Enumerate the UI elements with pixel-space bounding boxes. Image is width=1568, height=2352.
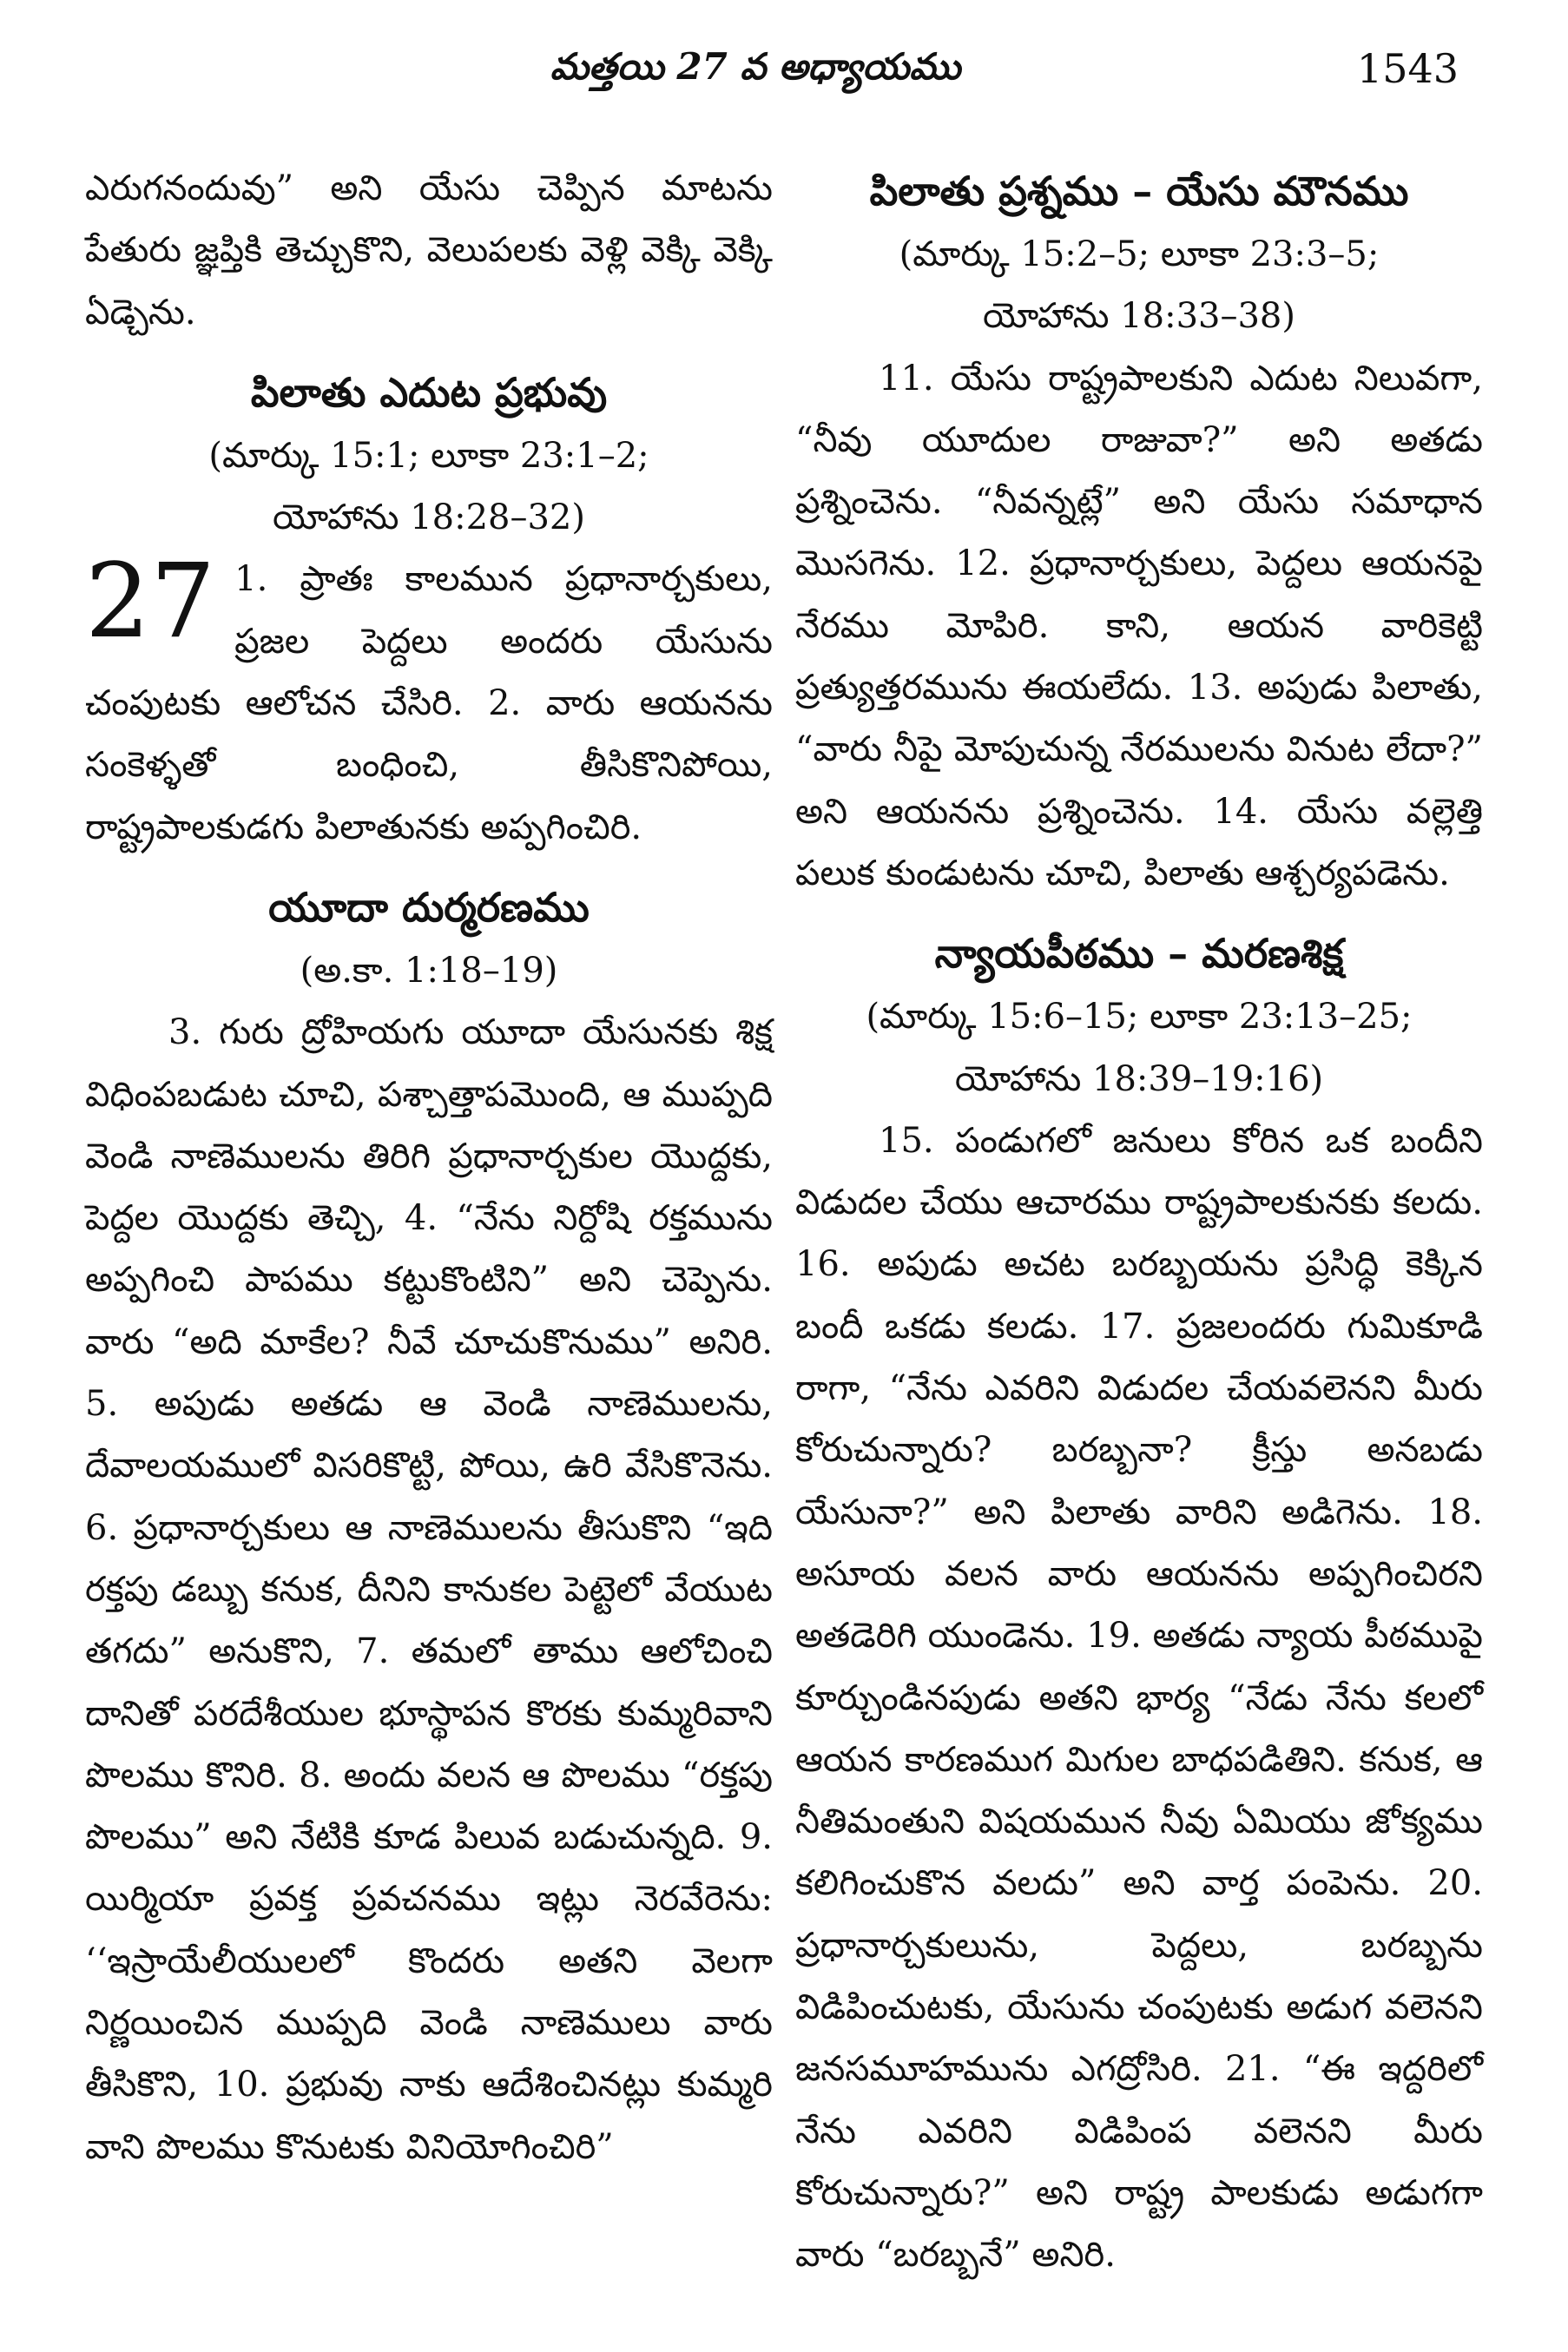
cross-reference-line: (అ.కా. 1:18–19) (300, 950, 558, 991)
page-number: 1543 (1356, 45, 1459, 92)
cross-reference-line: (మార్కు 15:2–5; లూకా 23:3–5; (899, 234, 1380, 274)
left-column (85, 158, 773, 2178)
verse-paragraph: 3. గురు ద్రోహియగు యూదా యేసునకు శిక్ష విధింపబడుట చూచి, పశ్చాత్తాపమొంది, ఆ ముప్పది వెండి నాణెములను తిరిగి ప్రధానార్చకుల యొద్దకు, పెద్దల యొద్దకు తెచ్చి, 4. “నేను నిర్దోషి రక్తమును అప్పగించి పాపము కట్టుకొంటిని” అని చెప్పెను. వారు “అది మాకేల? నీవే చూచుకొనుము” అనిరి. 5. అపుడు అతడు ఆ వెండి నాణెములను, దేవాలయములో విసరికొట్టి, పోయి, ఉరి వేసికొనెను. 6. ప్రధానార్చకులు ఆ నాణెములను తీసుకొని “ఇది రక్తపు డబ్బు కనుక, దీనిని కానుకల పెట్టెలో వేయుట తగదు” అనుకొని, 7. తమలో తాము ఆలోచించి దానితో పరదేశీయుల భూస్థాపన కొరకు కుమ్మరివాని పొలము కొనిరి. 8. అందు వలన ఆ పొలము “రక్తపు పొలము” అని నేటికి కూడ పిలువ బడుచున్నది. 9. యిర్మియా ప్రవక్త ప్రవచనము ఇట్లు నెరవేరెను: ‘‘ఇస్రాయేలీయులలో కొందరు అతని వెలగా నిర్ణయించిన ముప్పది వెండి నాణెములు వారు తీసికొని, 10. ప్రభువు నాకు ఆదేశించినట్లు కుమ్మరి వాని పొలము కొనుటకు వినియోగించిరి” (85, 1012, 773, 2167)
verse-paragraph: 15. పండుగలో జనులు కోరిన ఒక బందీని విడుదల చేయు ఆచారము రాష్ట్రపాలకునకు కలదు. 16. అపుడు అచట బరబ్బయను ప్రసిద్ధి కెక్కిన బందీ ఒకడు కలడు. 17. ప్రజలందరు గుమికూడి రాగా, “నేను ఎవరిని విడుదల చేయవలెనని మీరు కోరుచున్నారు? బరబ్బనా? క్రీస్తు అనబడు యేసునా?” అని పిలాతు వారిని అడిగెను. 18. అసూయ వలన వారు ఆయనను అప్పగించిరని అతడెరిగి యుండెను. 19. అతడు న్యాయ పీఠముపై కూర్చుండినపుడు అతని భార్య “నేడు నేను కలలో ఆయన కారణముగ మిగుల బాధపడితిని. కనుక, ఆ నీతిమంతుని విషయమున నీవు ఏమియు జోక్యము కలిగించుకొన వలదు” అని వార్త పంపెను. 20. ప్రధానార్చకులును, పెద్దలు, బరబ్బను విడిపించుటకు, యేసును చంపుటకు అడుగ వలెనని జనసమూహమును ఎగద్రోసిరి. 21. “ఈ ఇద్దరిలో నేను ఎవరిని విడిపింప వలెనని మీరు కోరుచున్నారు?” అని రాష్ట్ర పాలకుడు అడుగగా వారు “బరబ్బనే” అనిరి. (795, 1120, 1483, 2276)
cross-reference-line: యోహాను 18:39–19:16) (954, 1058, 1324, 1099)
verse-paragraph: 11. యేసు రాష్ట్రపాలకుని ఎదుట నిలువగా, “నీవు యూదుల రాజువా?” అని అతడు ప్రశ్నించెను. “నీవన్నట్లే” అని యేసు సమాధాన మొసగెను. 12. ప్రధానార్చకులు, పెద్దలు ఆయనపై నేరము మోపిరి. కాని, ఆయన వారికెట్టి ప్రత్యుత్తరమును ఈయలేదు. 13. అపుడు పిలాతు, “వారు నీపై మోపుచున్న నేరములను వినుట లేదా?” అని ఆయనను ప్రశ్నించెను. 14. యేసు వల్లెత్తి పలుక కుండుటను చూచి, పిలాతు ఆశ్చర్యపడెను. (795, 358, 1483, 893)
section-heading: పిలాతు ప్రశ్నము – యేసు మౌనము (869, 168, 1409, 214)
cross-references (795, 986, 1483, 1110)
cross-reference-line: (మార్కు 15:1; లూకా 23:1–2; (208, 435, 649, 476)
cross-reference-line: యోహాను 18:33–38) (983, 296, 1295, 337)
verse-text: 1. ప్రాతః కాలమున ప్రధానార్చకులు, ప్రజల పెద్దలు అందరు యేసును చంపుటకు ఆలోచన చేసిరి. 2. వారు ఆయనను సంకెళ్ళతో బంధించి, తీసికొనిపోయి, రాష్ట్రపాలకుడగు పిలాతునకు అప్పగించిరి. (85, 559, 773, 847)
running-head (52, 45, 1459, 106)
cross-references (85, 940, 773, 1002)
chapter-number: 27 (85, 541, 216, 662)
chapter-opening-paragraph (85, 541, 773, 858)
cross-references (85, 425, 773, 550)
cross-references (795, 224, 1483, 348)
section-heading: యూదా దుర్మరణము (268, 883, 590, 931)
section-heading: న్యాయపీఠము – మరణశిక్ష (934, 930, 1344, 978)
section-heading: పిలాతు ఎదుట ప్రభువు (250, 368, 608, 416)
opening-paragraph: ఎరుగనందువు” అని యేసు చెప్పిన మాటను పేతురు జ్ఞప్తికి తెచ్చుకొని, వెలుపలకు వెళ్లి వెక్కి వెక్కి ఏడ్చెను. (85, 168, 773, 333)
right-column (795, 158, 1483, 2287)
cross-reference-line: యోహాను 18:28–32) (273, 497, 585, 538)
cross-reference-line: (మార్కు 15:6–15; లూకా 23:13–25; (866, 997, 1413, 1038)
running-title: మత్తయి 27 వ అధ్యాయము (550, 45, 961, 88)
